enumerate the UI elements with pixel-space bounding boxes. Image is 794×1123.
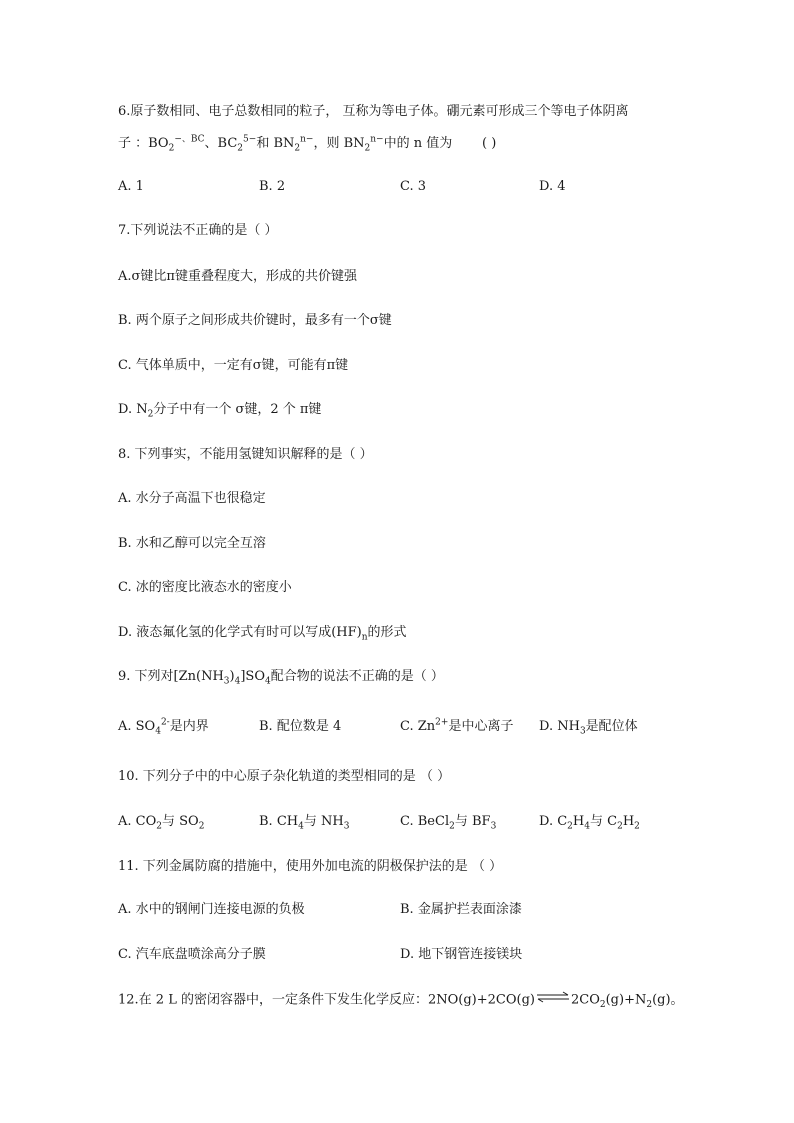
q9-sub: 3 [579,726,586,737]
q6-option-d: D. 4 [539,179,566,194]
q10-option-c [400,813,496,831]
q9-option-d [539,718,638,736]
q10-option-b [259,813,349,831]
q10-text: D. C [539,814,568,829]
q10-text: H [622,814,635,829]
q6-sup: 5− [243,134,257,145]
q9-sub: 4 [234,676,241,687]
q11-option-d: D. 地下钢管连接镁块 [400,947,523,962]
q10-text: H [572,814,585,829]
q9-stem [118,668,444,686]
q6-text: ，则 BN [313,136,365,151]
q10-text: 与 NH [303,814,344,829]
q11-option-a: A. 水中的钢闸门连接电源的负极 [118,902,305,917]
q6-sub: 2 [237,143,244,154]
q10-sub: 3 [343,821,350,832]
q11-option-b: B. 金属护拦表面涂漆 [400,902,522,917]
q10-sub: 2 [156,821,162,832]
q9-option-c [400,718,513,736]
q6-sub: 2 [294,143,301,154]
q11-stem: 11. 下列金属防腐的措施中，使用外加电流的阴极保护法的是 （ ） [118,859,503,874]
q12-sub: 2 [599,1000,606,1011]
q12-stem [118,991,684,1009]
q6-text: 、BC [204,136,238,151]
q9-option-a [118,718,209,736]
q12-text: (g)+N [605,992,647,1008]
q7-sub: 2 [147,409,154,420]
equilibrium-arrow-icon [536,991,570,1009]
q8-text: D. 液态氟化氢的化学式有时可以写成(HF) [118,625,362,640]
q6-text: 中的 n 值为 [383,136,453,151]
q9-sup: 2- [160,717,170,728]
q7-option-a: A.σ键比π键重叠程度大，形成的共价键强 [118,269,357,284]
q8-stem: 8. 下列事实，不能用氢键知识解释的是（ ） [118,447,373,462]
q9-text: 9. 下列对[Zn(NH [118,669,224,684]
q9-sub: 3 [223,676,230,687]
q12-text: 12.在 2 L 的密闭容器中，一定条件下发生化学反应：2NO(g)+2CO(g) [118,992,535,1008]
q9-text: 是中心离子 [448,719,514,734]
q6-text: 子 ：BO [118,136,169,151]
q7-stem: 7.下列说法不正确的是（ ） [118,223,278,238]
q7-text: 分子中有一个 σ键，2 个 π键 [153,402,322,417]
q7-text: D. N [118,402,148,417]
q9-sup: 2+ [435,717,449,728]
q6-stem-line1: 6.原子数相同、电子总数相同的粒子， 互称为等电子体。硼元素可形成三个等电子体阴离 [118,104,629,119]
q10-text: B. CH [259,814,299,829]
q10-sub: 2 [567,821,573,832]
q10-option-a [118,813,204,831]
q10-sub: 3 [490,821,497,832]
q6-stem-line2 [118,135,452,153]
q9-text: D. NH [539,719,580,734]
q6-sup: n− [370,134,384,145]
q6-sup: n− [300,134,314,145]
q8-option-c: C. 冰的密度比液态水的密度小 [118,580,292,595]
q11-option-c: C. 汽车底盘喷涂高分子膜 [118,947,266,962]
q10-sub: 2 [634,821,640,832]
q9-text: A. SO [118,719,156,734]
q9-text: ]SO [240,669,265,684]
q10-text: 与 SO [162,814,199,829]
q9-sub: 4 [155,726,161,737]
q10-text: A. CO [118,814,157,829]
q10-sub: 2 [198,821,205,832]
q10-sub: 2 [617,821,623,832]
q7-option-d [118,401,321,419]
q10-stem: 10. 下列分子中的中心原子杂化轨道的类型相同的是 （ ） [118,769,451,784]
q9-text: 是内界 [169,719,209,734]
q10-sub: 2 [449,821,455,832]
q10-sub: 4 [298,821,304,832]
q8-text: 的形式 [367,625,407,640]
q10-text: 与 C [589,814,618,829]
q10-sub: 4 [584,821,590,832]
q9-text: 是配位体 [585,719,638,734]
q8-option-b: B. 水和乙醇可以完全互溶 [118,536,266,551]
q12-text: (g)。 [652,992,684,1008]
q9-option-b: B. 配位数是 4 [259,719,342,734]
q6-option-c: C. 3 [400,179,427,194]
q10-text: C. BeCl [400,814,450,829]
q6-option-b: B. 2 [259,179,286,194]
q9-text: ) [229,669,235,684]
q10-text: 与 BF [454,814,491,829]
q7-option-c: C. 气体单质中，一定有σ键，可能有π键 [118,358,349,373]
q9-text: C. Zn [400,719,436,734]
q12-text: 2CO [570,992,600,1008]
q6-option-a: A. 1 [118,179,144,194]
q7-option-b: B. 两个原子之间形成共价键时，最多有一个σ键 [118,313,392,328]
q10-option-d [539,813,640,831]
q6-sub: 2 [168,143,175,154]
q12-sub: 2 [646,1000,653,1011]
q9-text: 配合物的说法不正确的是（ ） [270,669,444,684]
q6-text: 和 BN [256,136,295,151]
q6-sup: −、BC [174,134,205,145]
q9-sub: 4 [264,676,271,687]
q8-option-a: A. 水分子高温下也很稳定 [118,491,266,506]
q8-option-d [118,624,407,642]
q6-answer-paren: ( ) [482,136,497,151]
q8-sub: n [361,632,368,643]
q6-sub: 2 [364,143,371,154]
